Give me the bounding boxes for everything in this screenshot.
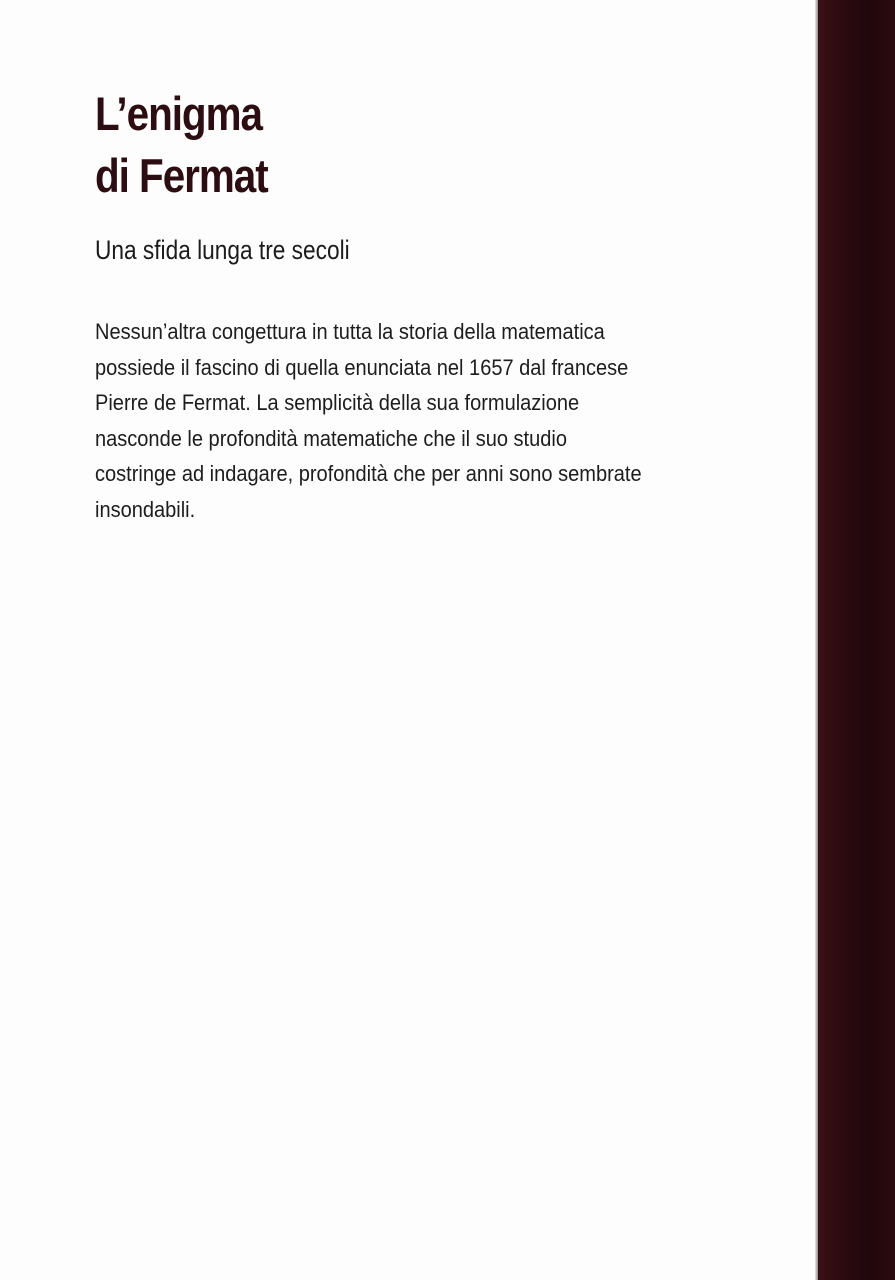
description-line: possiede il fascino di quella enunciata nel 1657 dal francese [95,354,629,380]
book-description [95,314,642,527]
description-line: insondabili. [95,496,196,522]
book-title-line-2: di Fermat [95,149,268,202]
description-line: costringe ad indagare, profondità che per anni sono sembrate [95,461,642,486]
book-subtitle: Una sfida lunga tre secoli [95,235,350,265]
description-line: Nessun’altra congettura in tutta la storia della matematica [95,319,605,344]
description-line: nasconde le profondità matematiche che il suo studio [95,425,567,451]
book-title [95,83,268,207]
book-spine [818,0,895,1280]
description-line: Pierre de Fermat. La semplicità della sua formulazione [95,390,580,415]
book-title-line-1: L’enigma [95,87,262,140]
